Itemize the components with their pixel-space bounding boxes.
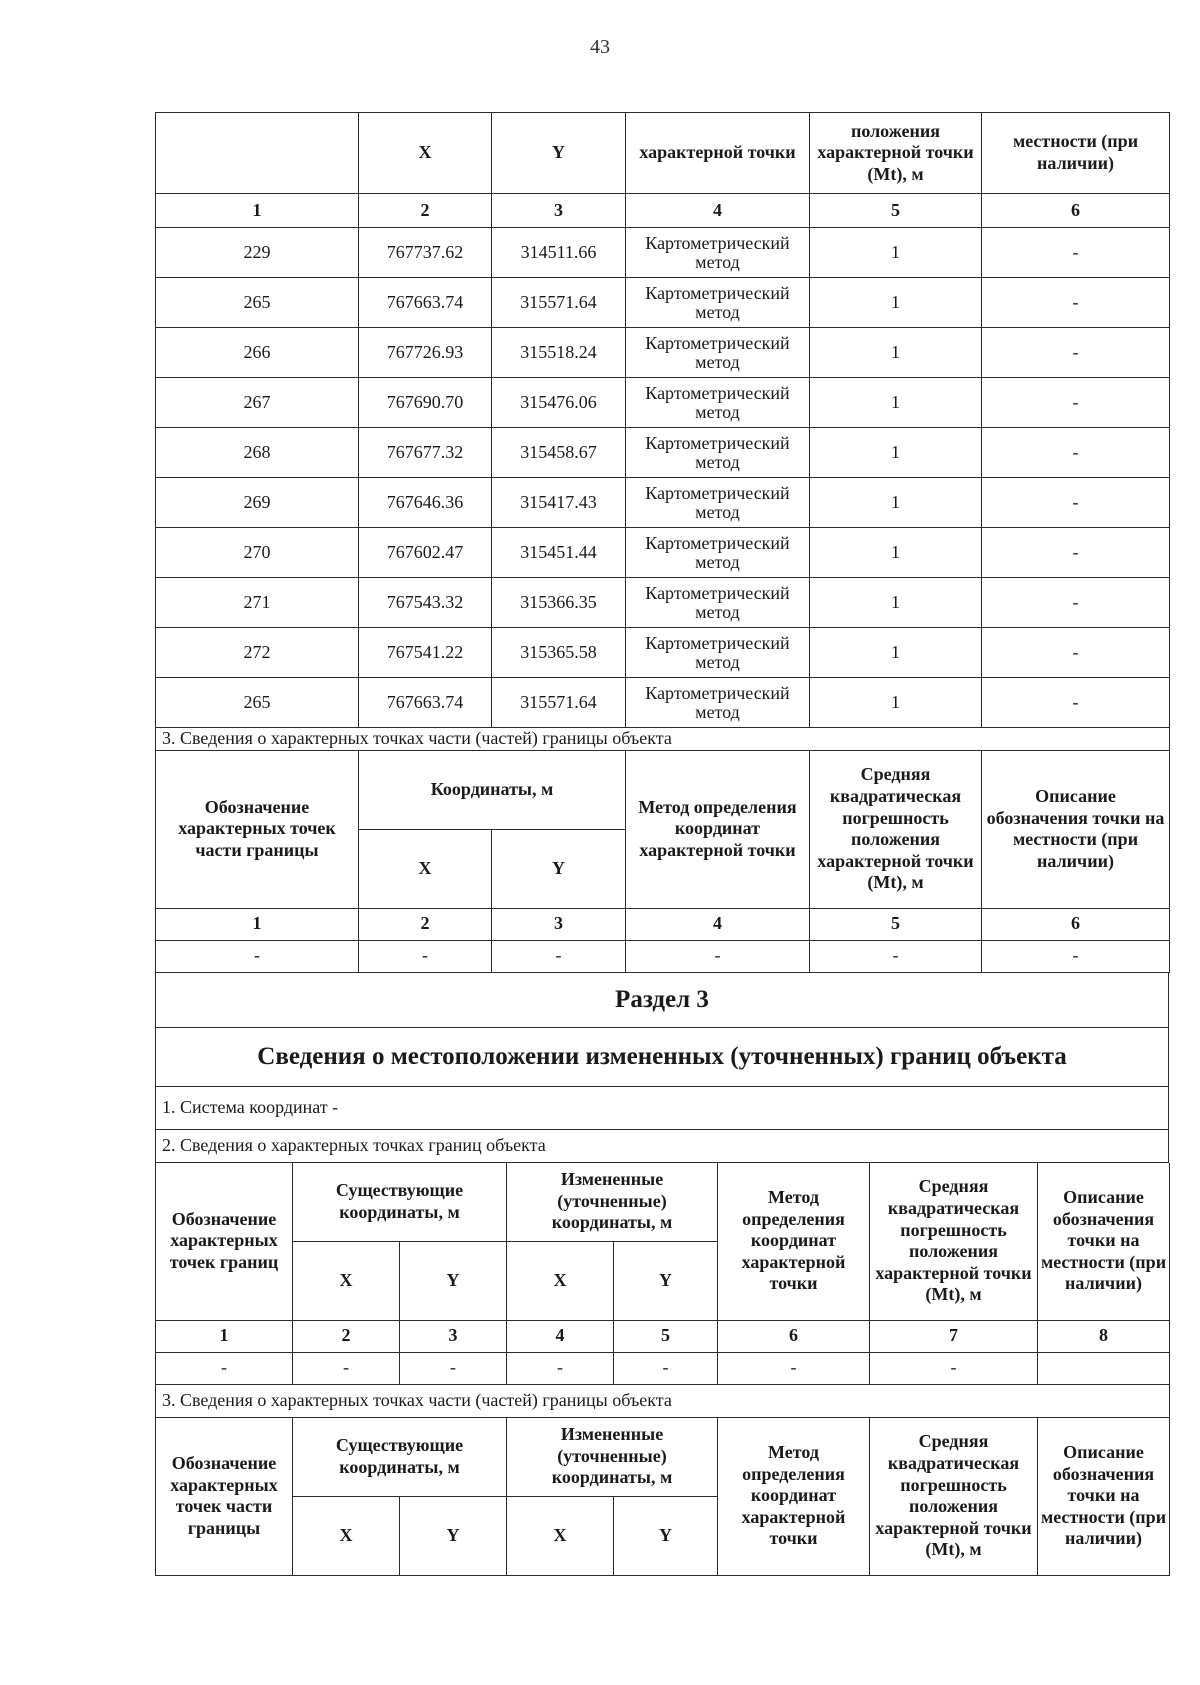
table-row: [156, 478, 1170, 528]
point-y: 315571.64: [492, 278, 626, 328]
column-numbers-row: [156, 1320, 1170, 1352]
column-numbers-row: [156, 194, 1170, 228]
point-method: Картометрический метод: [626, 428, 810, 478]
point-x: 767726.93: [359, 328, 492, 378]
changed-part-points-table: [155, 1418, 1170, 1576]
header-existing-coordinates: Существующие координаты, м: [293, 1418, 507, 1497]
point-mt: 1: [810, 228, 982, 278]
column-number: 6: [982, 194, 1170, 228]
point-desc: -: [982, 228, 1170, 278]
table-row: [156, 278, 1170, 328]
point-id: 265: [156, 278, 359, 328]
point-x: 767663.74: [359, 278, 492, 328]
header-changed-coordinates: Измененные (уточненные) координаты, м: [507, 1418, 718, 1497]
point-x: 767602.47: [359, 528, 492, 578]
empty-cell: -: [156, 1352, 293, 1384]
column-number: 8: [1038, 1320, 1170, 1352]
header-x: X: [293, 1496, 400, 1575]
column-number: 5: [810, 908, 982, 940]
header-cell: положения характерной точки (Mt), м: [810, 113, 982, 194]
empty-cell: -: [982, 940, 1170, 972]
point-method: Картометрический метод: [626, 678, 810, 728]
empty-cell: -: [614, 1352, 718, 1384]
document-sheet: [155, 112, 1169, 1576]
point-x: 767690.70: [359, 378, 492, 428]
point-id: 268: [156, 428, 359, 478]
column-number: 5: [614, 1320, 718, 1352]
section-heading: 3. Сведения о характерных точках части (частей) границы объекта: [156, 728, 1170, 751]
column-number: 3: [400, 1320, 507, 1352]
empty-cell: -: [359, 940, 492, 972]
point-y: 314511.66: [492, 228, 626, 278]
column-number: 3: [492, 194, 626, 228]
section-subtitle: Сведения о местоположении измененных (уточненных) границ объекта: [156, 1027, 1169, 1086]
column-number: 2: [359, 908, 492, 940]
column-number: 1: [156, 908, 359, 940]
points-table-header: [156, 113, 1170, 194]
column-number: 6: [718, 1320, 870, 1352]
changed-points-table: [155, 1163, 1170, 1418]
section-heading: 2. Сведения о характерных точках границ объекта: [156, 1129, 1169, 1162]
column-numbers-row: [156, 908, 1170, 940]
point-y: 315451.44: [492, 528, 626, 578]
table-row: [156, 528, 1170, 578]
point-x: 767543.32: [359, 578, 492, 628]
header-cell: X: [359, 113, 492, 194]
point-id: 229: [156, 228, 359, 278]
header-cell: Y: [492, 113, 626, 194]
column-number: 4: [507, 1320, 614, 1352]
header-cell: [156, 113, 359, 194]
table-row: [156, 328, 1170, 378]
point-mt: 1: [810, 528, 982, 578]
header-description: Описание обозначения точки на местности (при наличии): [1038, 1418, 1170, 1576]
point-mt: 1: [810, 428, 982, 478]
empty-cell: -: [507, 1352, 614, 1384]
point-method: Картометрический метод: [626, 328, 810, 378]
point-y: 315458.67: [492, 428, 626, 478]
point-mt: 1: [810, 478, 982, 528]
point-mt: 1: [810, 678, 982, 728]
point-id: 270: [156, 528, 359, 578]
column-number: 2: [293, 1320, 400, 1352]
column-number: 1: [156, 194, 359, 228]
header-cell: характерной точки: [626, 113, 810, 194]
point-method: Картометрический метод: [626, 578, 810, 628]
points-table: [155, 112, 1170, 751]
header-y: Y: [492, 829, 626, 908]
column-number: 5: [810, 194, 982, 228]
point-method: Картометрический метод: [626, 278, 810, 328]
point-id: 269: [156, 478, 359, 528]
column-number: 2: [359, 194, 492, 228]
point-id: 271: [156, 578, 359, 628]
table-row: [156, 228, 1170, 278]
point-x: 767737.62: [359, 228, 492, 278]
column-number: 4: [626, 194, 810, 228]
column-number: 1: [156, 1320, 293, 1352]
section-title: Раздел 3: [156, 973, 1169, 1028]
header-x: X: [507, 1496, 614, 1575]
point-desc: -: [982, 578, 1170, 628]
point-mt: 1: [810, 278, 982, 328]
empty-cell: -: [156, 940, 359, 972]
table-row: [156, 1352, 1170, 1384]
point-x: 767541.22: [359, 628, 492, 678]
header-designation: Обозначение характерных точек границ: [156, 1163, 293, 1321]
column-number: 6: [982, 908, 1170, 940]
empty-cell: -: [718, 1352, 870, 1384]
header-y: Y: [614, 1496, 718, 1575]
point-desc: -: [982, 628, 1170, 678]
header-y: Y: [614, 1241, 718, 1320]
point-y: 315518.24: [492, 328, 626, 378]
table-row: [156, 678, 1170, 728]
header-existing-coordinates: Существующие координаты, м: [293, 1163, 507, 1242]
header-y: Y: [400, 1496, 507, 1575]
header-designation: Обозначение характерных точек части границы: [156, 751, 359, 909]
point-mt: 1: [810, 378, 982, 428]
point-x: 767646.36: [359, 478, 492, 528]
point-desc: -: [982, 478, 1170, 528]
header-description: Описание обозначения точки на местности (при наличии): [1038, 1163, 1170, 1321]
header-method: Метод определения координат характерной точки: [718, 1163, 870, 1321]
point-mt: 1: [810, 328, 982, 378]
point-desc: -: [982, 428, 1170, 478]
point-x: 767677.32: [359, 428, 492, 478]
header-x: X: [359, 829, 492, 908]
column-number: 7: [870, 1320, 1038, 1352]
header-error: Средняя квадратическая погрешность положения характерной точки (Mt), м: [870, 1163, 1038, 1321]
empty-cell: -: [400, 1352, 507, 1384]
header-y: Y: [400, 1241, 507, 1320]
header-x: X: [507, 1241, 614, 1320]
table-row: [156, 940, 1170, 972]
point-mt: 1: [810, 578, 982, 628]
point-x: 767663.74: [359, 678, 492, 728]
column-number: 3: [492, 908, 626, 940]
point-desc: -: [982, 328, 1170, 378]
empty-cell: -: [870, 1352, 1038, 1384]
coordinate-system: 1. Система координат -: [156, 1086, 1169, 1129]
column-number: 4: [626, 908, 810, 940]
header-method: Метод определения координат характерной точки: [626, 751, 810, 909]
header-designation: Обозначение характерных точек части границы: [156, 1418, 293, 1576]
header-x: X: [293, 1241, 400, 1320]
table-row: [156, 578, 1170, 628]
header-method: Метод определения координат характерной точки: [718, 1418, 870, 1576]
point-desc: -: [982, 378, 1170, 428]
point-method: Картометрический метод: [626, 628, 810, 678]
point-desc: -: [982, 278, 1170, 328]
header-error: Средняя квадратическая погрешность положения характерной точки (Mt), м: [810, 751, 982, 909]
point-method: Картометрический метод: [626, 478, 810, 528]
point-y: 315571.64: [492, 678, 626, 728]
point-desc: -: [982, 678, 1170, 728]
section-heading: 3. Сведения о характерных точках части (частей) границы объекта: [156, 1384, 1170, 1417]
point-mt: 1: [810, 628, 982, 678]
section-3-header: [155, 973, 1169, 1163]
point-method: Картометрический метод: [626, 378, 810, 428]
table-row: [156, 428, 1170, 478]
empty-cell: -: [492, 940, 626, 972]
page-number: 43: [590, 36, 610, 58]
point-method: Картометрический метод: [626, 228, 810, 278]
header-description: Описание обозначения точки на местности (при наличии): [982, 751, 1170, 909]
empty-cell: -: [293, 1352, 400, 1384]
header-error: Средняя квадратическая погрешность положения характерной точки (Mt), м: [870, 1418, 1038, 1576]
header-coordinates: Координаты, м: [359, 751, 626, 830]
point-y: 315417.43: [492, 478, 626, 528]
part-points-table: [155, 751, 1170, 973]
point-id: 265: [156, 678, 359, 728]
point-id: 272: [156, 628, 359, 678]
point-y: 315476.06: [492, 378, 626, 428]
point-y: 315366.35: [492, 578, 626, 628]
header-changed-coordinates: Измененные (уточненные) координаты, м: [507, 1163, 718, 1242]
point-id: 267: [156, 378, 359, 428]
point-method: Картометрический метод: [626, 528, 810, 578]
empty-cell: [1038, 1352, 1170, 1384]
table-row: [156, 378, 1170, 428]
table-row: [156, 628, 1170, 678]
empty-cell: -: [626, 940, 810, 972]
empty-cell: -: [810, 940, 982, 972]
point-id: 266: [156, 328, 359, 378]
point-y: 315365.58: [492, 628, 626, 678]
header-cell: местности (при наличии): [982, 113, 1170, 194]
point-desc: -: [982, 528, 1170, 578]
